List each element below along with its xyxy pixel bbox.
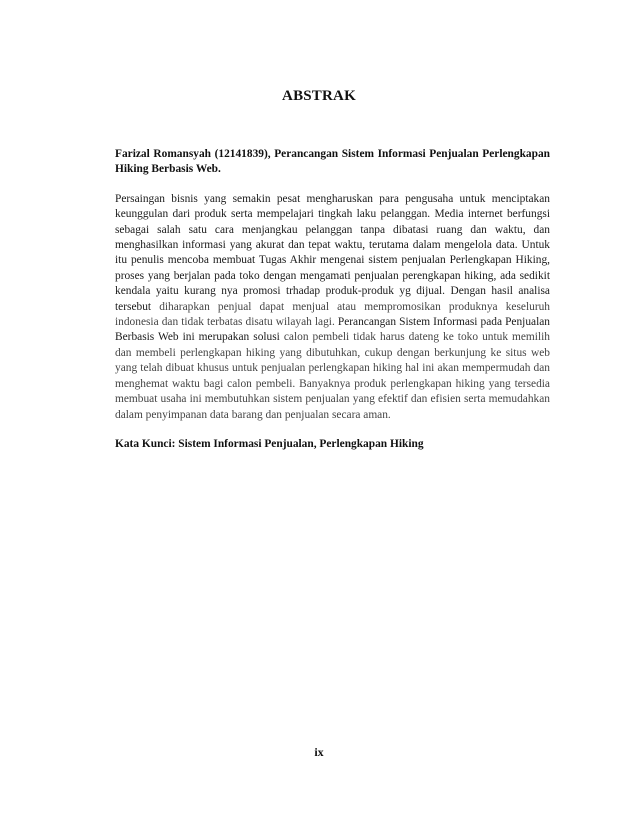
abstract-content: [115, 147, 550, 452]
page-number: ix: [314, 745, 324, 759]
keywords-line: Kata Kunci: Sistem Informasi Penjualan, Perlengkapan Hiking: [115, 437, 424, 450]
abstract-text-part-4: calon pembeli tidak harus dateng ke toko untuk memilih dan membeli perlengkapan hiking yang dibutuhkan, cukup dengan berkunjung ke situs web yang telah dibuat khusus untuk penjualan perlengkapan hiking hal ini akan mempermudah dan menghemat waktu bagi calon pembeli. Banyaknya produk perlengkapan hiking yang tersedia membuat usaha ini membutuhkan sistem penjualan yang efektif dan efisien serta memudahkan dalam penyimpanan data barang dan penjualan secara aman.: [115, 331, 550, 421]
abstract-text-part-1: Persaingan bisnis yang semakin pesat mengharuskan para pengusaha untuk menciptakan keunggulan dari produk serta mempelajari tingkah laku pelanggan. Media internet berfungsi sebagai salah satu cara menjangkau pelanggan tanpa dibatasi ruang dan waktu, dan menghasilkan informasi yang akurat dan tepat waktu, terutama dalam mengelola data. Untuk itu penulis mencoba membuat Tugas Akhir mengenai sistem penjualan Perlengkapan Hiking, proses yang berjalan pada toko dengan mengamati penjualan perengkapan hiking, ada sedikit kendala yaitu kurang nya promosi trhadap produk-produk yg dijual. Dengan hasil analisa tersebut: [115, 192, 550, 313]
abstract-paragraph: [115, 192, 550, 423]
author-line: Farizal Romansyah (12141839), Perancangan Sistem Informasi Penjualan Perlengkapan Hiking Berbasis Web.: [115, 148, 550, 176]
page-title: ABSTRAK: [282, 88, 356, 104]
abstract-text-part-3: Perancangan Sistem Informasi pada Penjualan Berbasis Web ini merupakan solusi: [115, 316, 550, 344]
abstract-text-part-2: diharapkan penjual dapat menjual atau mempromosikan produknya keseluruh indonesia dan tidak terbatas disatu wilayah lagi.: [115, 300, 550, 329]
